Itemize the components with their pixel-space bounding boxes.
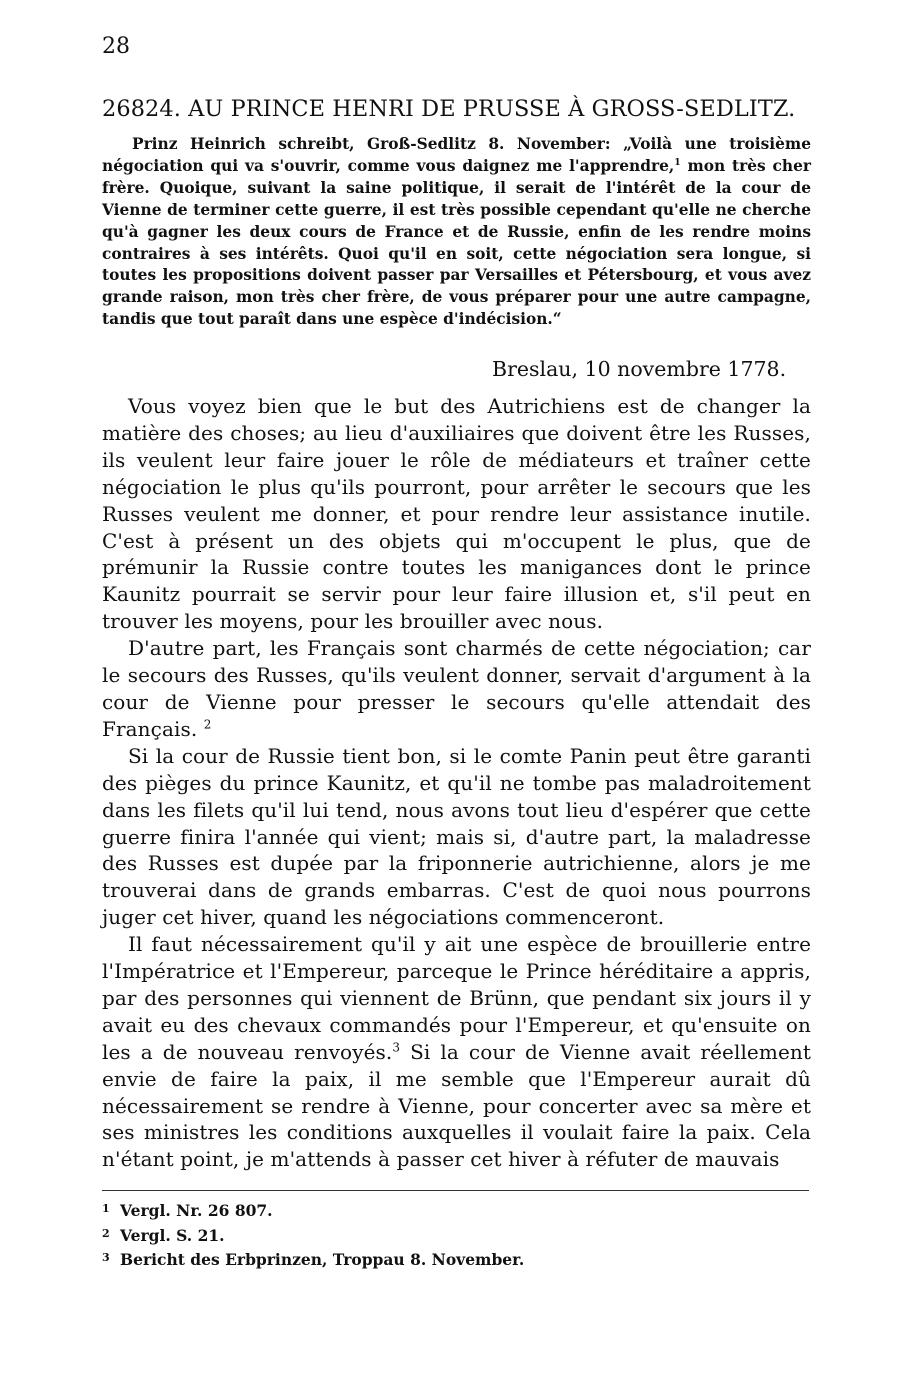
footnotes: [102, 1198, 524, 1272]
footnote-1: [102, 1198, 524, 1223]
footnote-ref-2: 2: [203, 717, 212, 732]
body-paragraph-2-text: D'autre part, les Français sont charmés de cette négociation; car le secours des Russes, qu'ils veulent donner, servait d'argument à la cour de Vienne pour presser le secours qu'elle attendait des Français.: [102, 636, 811, 741]
footnote-mark: 3: [102, 1251, 110, 1264]
footnote-mark: 1: [102, 1202, 110, 1215]
footnote-divider: [102, 1190, 809, 1191]
summary-text-before: Prinz Heinrich schreibt, Groß-Sedlitz 8. November: „Voilà une troisième négociation qui va s'ouvrir, comme vous daignez me l'apprendre,: [102, 135, 811, 175]
footnote-text: Bericht des Erbprinzen, Troppau 8. November.: [120, 1250, 525, 1269]
footnote-ref-3: 3: [392, 1040, 401, 1055]
body-paragraph-1: Vous voyez bien que le but des Autrichiens est de changer la matière des choses; au lieu d'auxiliaires que doivent être les Russes, ils veulent leur faire jouer le rôle de médiateurs et traîner cette négociation le plus qu'ils pourront, pour arrêter le secours que les Russes veulent me donner, et pour rendre leur assistance inutile. C'est à présent un des objets qui m'occupent le plus, que de prémunir la Russie contre toutes les manigances dont le prince Kaunitz pourrait se servir pour leur faire illusion et, s'il peut en trouver les moyens, pour les brouiller avec nous.: [102, 394, 811, 634]
body-paragraph-4: [102, 931, 811, 1173]
footnote-ref-1: 1: [674, 156, 681, 168]
page-number: 28: [102, 34, 130, 59]
dateline: Breslau, 10 novembre 1778.: [492, 357, 787, 381]
summary-text-after: mon très cher frère. Quoique, suivant la saine politique, il serait de l'intérêt de la cour de Vienne de terminer cette guerre, il est très possible cependant qu'elle ne cherche qu'à gagner les deux cours de France et de Russie, enfin de les rendre moins contraires à ses intérêts. Quoi qu'il en soit, cette négociation sera longue, si toutes les propositions doivent passer par Versailles et Pétersbourg, et vous avez grande raison, mon très cher frère, de vous préparer pour une autre campagne, tandis que tout paraît dans une espèce d'indécision.“: [102, 156, 811, 329]
footnote-2: [102, 1223, 524, 1248]
letter-body: [102, 393, 811, 1173]
body-paragraph-4-after: Si la cour de Vienne avait réellement envie de faire la paix, il me semble que l'Empereur aurait dû nécessairement se rendre à Vienne, pour concerter avec sa mère et ses ministres les conditions auxquelles il voulait faire la paix. Cela n'étant point, je m'attends à passer cet hiver à réfuter de mauvais: [102, 1039, 811, 1172]
summary-paragraph: [102, 134, 811, 331]
body-paragraph-4-text: Il faut nécessairement qu'il y ait une espèce de brouillerie entre l'Impératrice et l'Empereur, parceque le Prince héréditaire a appris, par des personnes qui viennent de Brünn, que pendant six jours il y avait eu des chevaux commandés pour l'Empereur, et qu'ensuite on les a de nouveau renvoyés.: [102, 932, 811, 1064]
letter-heading: 26824. AU PRINCE HENRI DE PRUSSE À GROSS-SEDLITZ.: [102, 96, 796, 122]
body-paragraph-2: [102, 635, 811, 743]
footnote-mark: 2: [102, 1226, 110, 1240]
footnote-text: Vergl. Nr. 26 807.: [120, 1201, 273, 1220]
footnote-text: Vergl. S. 21.: [120, 1225, 225, 1245]
summary-text: [102, 134, 811, 331]
footnote-3: [102, 1247, 524, 1272]
body-paragraph-3: Si la cour de Russie tient bon, si le comte Panin peut être garanti des pièges du prince Kaunitz, et qu'il ne tombe pas maladroitement dans les filets qu'il lui tend, nous avons tout lieu d'espérer que cette guerre finira l'année qui vient; mais si, d'autre part, la maladresse des Russes est dupée par la friponnerie autrichienne, alors je me trouverai dans de grands embarras. C'est de quoi nous pourrons juger cet hiver, quand les négociations commenceront.: [102, 743, 811, 930]
